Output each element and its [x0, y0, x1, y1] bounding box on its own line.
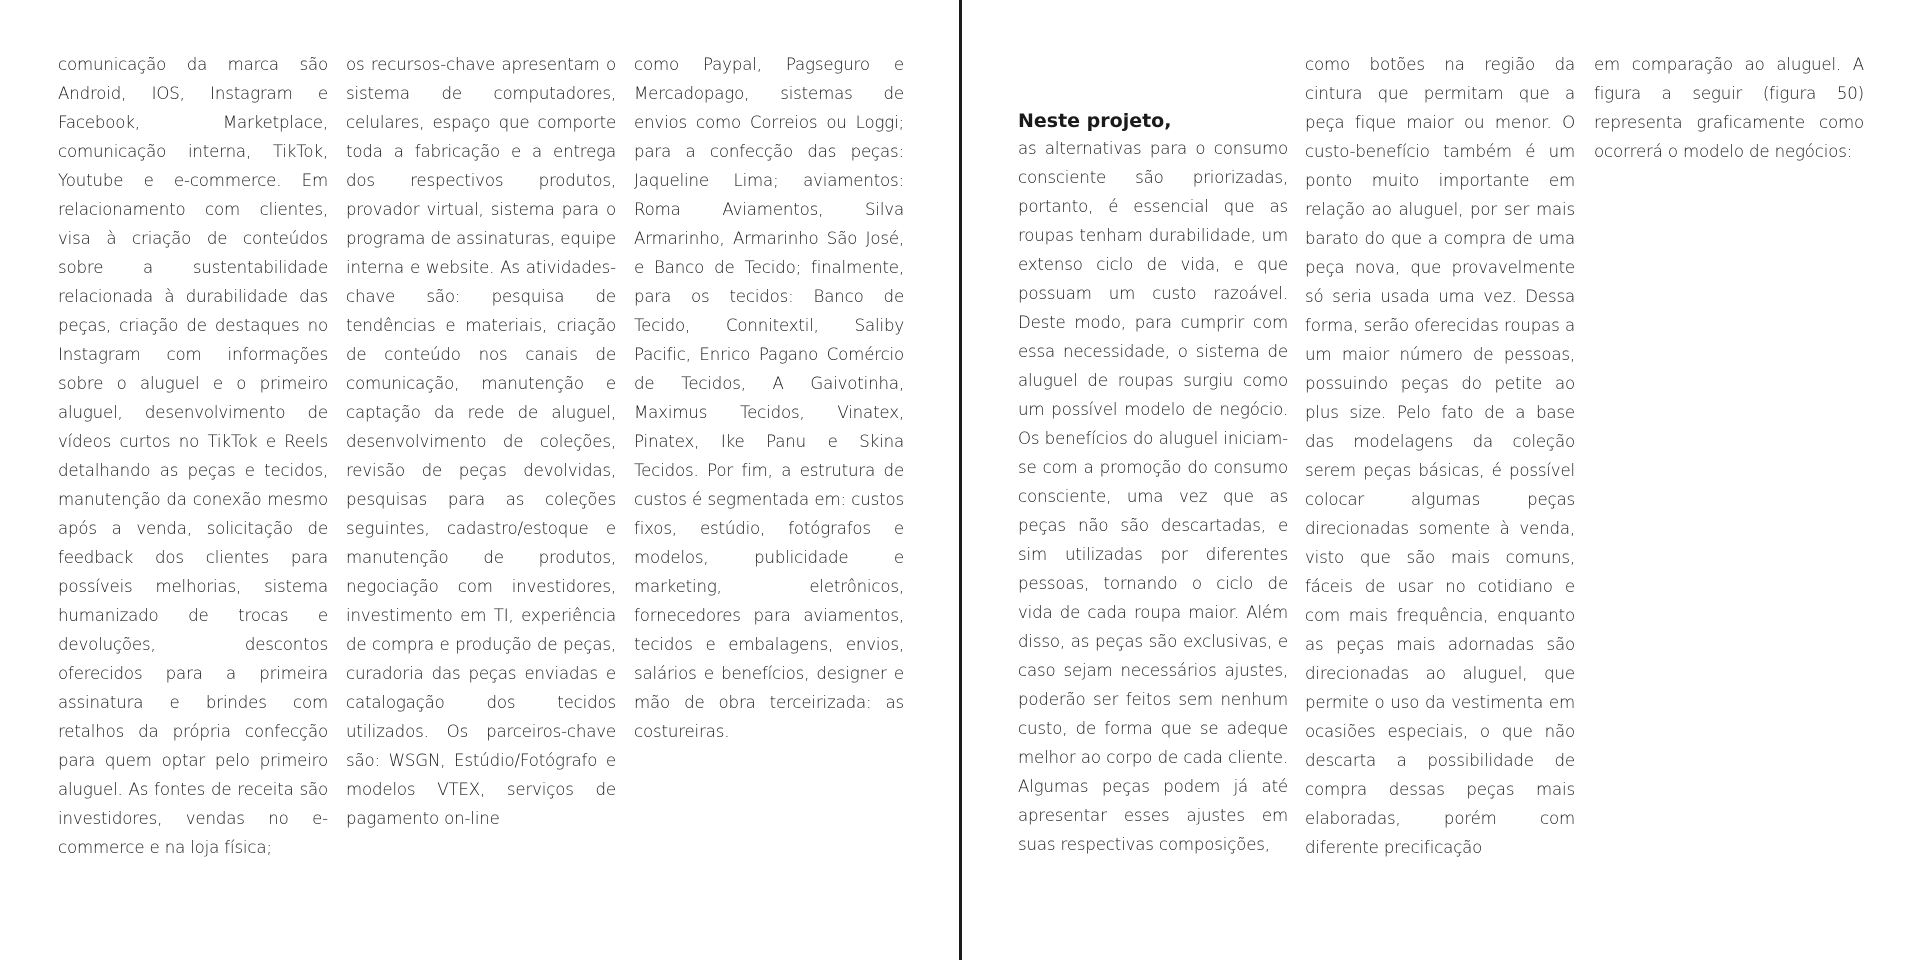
paragraph: em comparação ao aluguel. A figura a seguir (figura 50) representa graficamente como ocorrerá o modelo de negócios: [1594, 55, 1864, 161]
left-page-column-2 [346, 50, 616, 833]
left-page-column-3 [634, 50, 904, 746]
right-page-column-1 [1018, 108, 1288, 859]
paragraph: comunicação da marca são Android, IOS, Instagram e Facebook, Marketplace, comunicação interna, TikTok, Youtube e e-commerce. Em relacionamento com clientes, visa à criação de conteúdos sobre a sustentabilidade relacionada à durabilidade das peças, criação de destaques no Instagram com informações sobre o aluguel e o primeiro aluguel, desenvolvimento de vídeos curtos no TikTok e Reels detalhando as peças e tecidos, manutenção da conexão mesmo após a venda, solicitação de feedback dos clientes para possíveis melhorias, sistema humanizado de trocas e devoluções, descontos oferecidos para a primeira assinatura e brindes com retalhos da própria confecção para quem optar pelo primeiro aluguel. As fontes de receita são investidores, vendas no e-commerce e na loja física; [58, 55, 328, 857]
paragraph: como botões na região da cintura que permitam que a peça fique maior ou menor. O custo-benefício também é um ponto muito importante em relação ao aluguel, por ser mais barato do que a compra de uma peça nova, que provavelmente só seria usada uma vez. Dessa forma, serão oferecidas roupas a um maior número de pessoas, possuindo peças do petite ao plus size. Pelo fato de a base das modelagens da coleção serem peças básicas, é possível colocar algumas peças direcionadas somente à venda, visto que são mais comuns, fáceis de usar no cotidiano e com mais frequência, enquanto as peças mais adornadas são direcionadas ao aluguel, que permite o uso da vestimenta em ocasiões especiais, o que não descarta a possibilidade de compra dessas peças mais elaboradas, porém com diferente precificação [1305, 55, 1575, 857]
paragraph: os recursos-chave apresentam o sistema de computadores, celulares, espaço que comporte toda a fabricação e a entrega dos respectivos produtos, provador virtual, sistema para o programa de assinaturas, equipe interna e website. As atividades-chave são: pesquisa de tendências e materiais, criação de conteúdo nos canais de comunicação, manutenção e captação da rede de aluguel, desenvolvimento de coleções, revisão de peças devolvidas, pesquisas para as coleções seguintes, cadastro/estoque e manutenção de produtos, negociação com investidores, investimento em TI, experiência de compra e produção de peças, curadoria das peças enviadas e catalogação dos tecidos utilizados. Os parceiros-chave são: WSGN, Estúdio/Fotógrafo e modelos VTEX, serviços de pagamento on-line [346, 55, 616, 828]
paragraph: as alternativas para o consumo consciente são priorizadas, portanto, é essencial que as roupas tenham durabilidade, um extenso ciclo de vida, e que possuam um custo razoável. Deste modo, para cumprir com essa necessidade, o sistema de aluguel de roupas surgiu como um possível modelo de negócio. Os benefícios do aluguel iniciam-se com a promoção do consumo consciente, uma vez que as peças não são descartadas, e sim utilizadas por diferentes pessoas, tornando o ciclo de vida de cada roupa maior. Além disso, as peças são exclusivas, e caso sejam necessários ajustes, poderão ser feitos sem nenhum custo, de forma que se adeque melhor ao corpo de cada cliente. Algumas peças podem já até apresentar esses ajustes em suas respectivas composições, [1018, 139, 1288, 854]
right-page-column-2 [1305, 50, 1575, 862]
right-page-column-3 [1594, 50, 1864, 166]
paragraph: como Paypal, Pagseguro e Mercadopago, sistemas de envios como Correios ou Loggi; para a confecção das peças: Jaqueline Lima; aviamentos: Roma Aviamentos, Silva Armarinho, Armarinho São José, e Banco de Tecido; finalmente, para os tecidos: Banco de Tecido, Connitextil, Saliby Pacific, Enrico Pagano Comércio de Tecidos, A Gaivotinha, Maximus Tecidos, Vinatex, Pinatex, Ike Panu e Skina Tecidos. Por fim, a estrutura de custos é segmentada em: custos fixos, estúdio, fotógrafos e modelos, publicidade e marketing, eletrônicos, fornecedores para aviamentos, tecidos e embalagens, envios, salários e benefícios, designer e mão de obra terceirizada: as costureiras. [634, 55, 904, 741]
right-page [962, 0, 1920, 960]
left-page-column-1 [58, 50, 328, 862]
section-heading: Neste projeto, [1018, 110, 1172, 132]
